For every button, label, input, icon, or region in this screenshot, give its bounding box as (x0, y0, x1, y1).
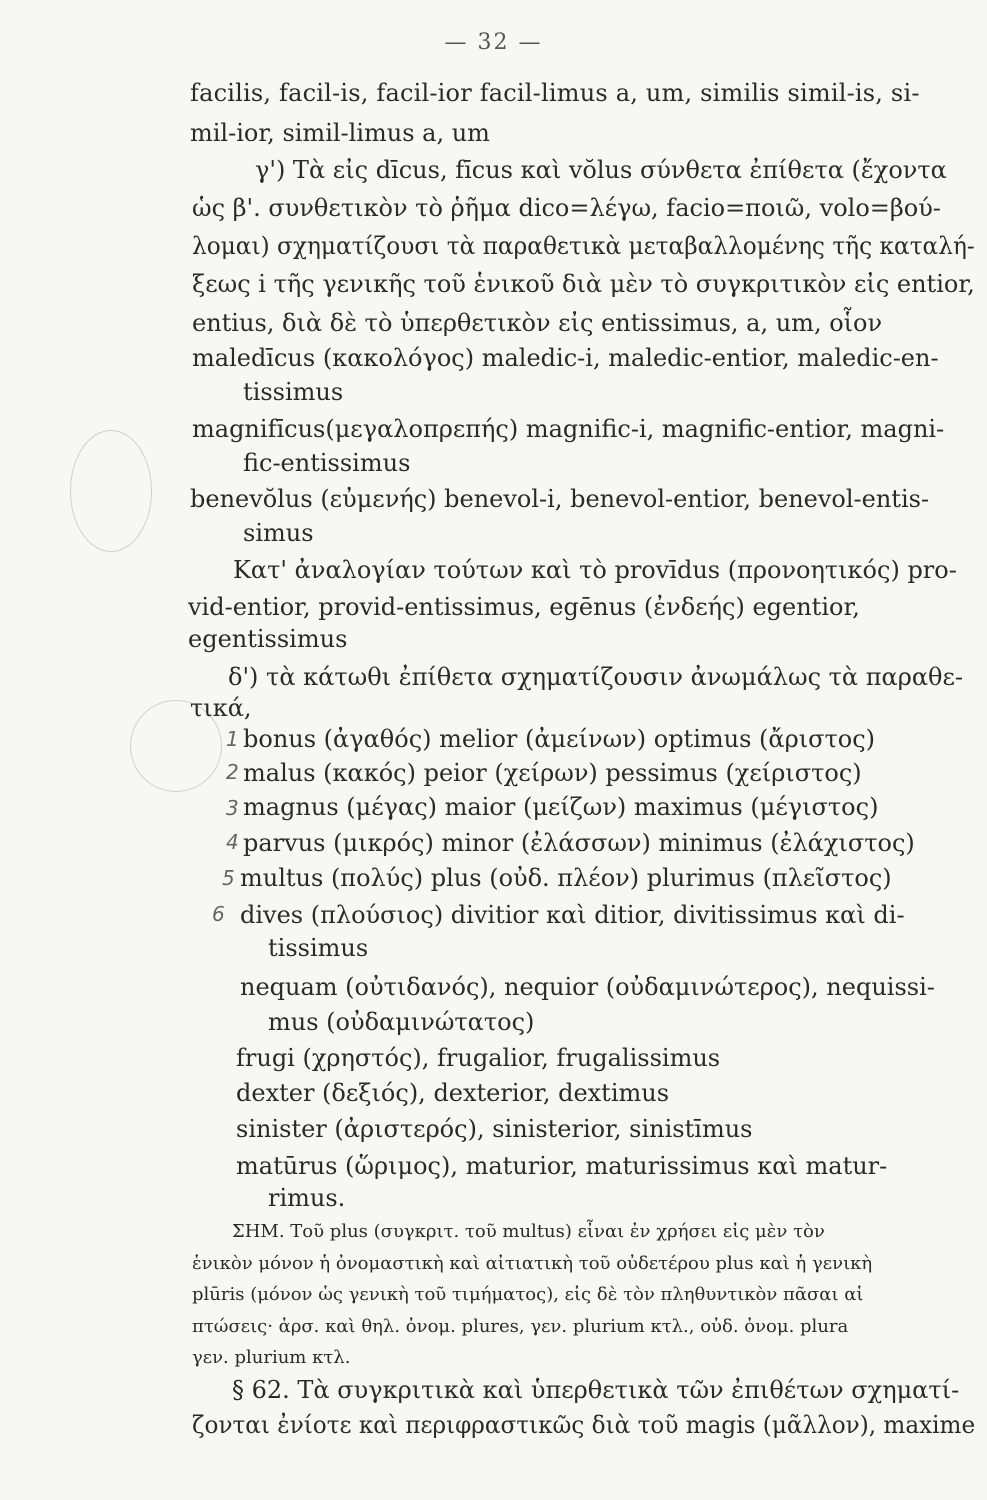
text-line: malus (κακός) peior (χείρων) pessimus (χείριστος) (243, 759, 862, 787)
text-line: ξεως i τῆς γενικῆς τοῦ ἑνικοῦ διὰ μὲν τὸ συγκριτικὸν εἰς entior, (192, 270, 975, 298)
margin-number: 4 (226, 830, 239, 854)
text-line: magnus (μέγας) maior (μείζων) maximus (μέγιστος) (243, 793, 879, 821)
text-line: frugi (χρηστός), frugalior, frugalissimus (236, 1044, 721, 1072)
note-line: ΣΗΜ. Τοῦ plus (συγκριτ. τοῦ multus) εἶναι ἐν χρήσει εἰς μὲν τὸν (232, 1221, 825, 1242)
text-line: γ') Τὰ εἰς dīcus, fīcus καὶ vŏlus σύνθετα ἐπίθετα (ἔχοντα (255, 156, 947, 184)
text-line: dexter (δεξιός), dexterior, dextimus (236, 1079, 670, 1107)
text-line: λομαι) σχηματίζουσι τὰ παραθετικὰ μεταβαλλομένης τῆς καταλή- (192, 232, 975, 260)
text-line: matūrus (ὥριμος), maturior, maturissimus καὶ matur- (236, 1152, 888, 1180)
margin-number: 6 (212, 902, 225, 926)
margin-number: 2 (226, 760, 239, 784)
text-line: benevŏlus (εὐμενής) benevol-i, benevol-entior, benevol-entis- (190, 485, 930, 513)
section-line: ζονται ἐνίοτε καὶ περιφραστικῶς διὰ τοῦ magis (μᾶλλον), maxime (192, 1411, 976, 1439)
text-line: τικά, (190, 694, 252, 722)
text-line: dives (πλούσιος) divitior καὶ ditior, divitissimus καὶ di- (240, 901, 905, 929)
text-line: tissimus (268, 934, 369, 962)
text-line: ὡς β'. συνθετικὸν τὸ ῥῆμα dico=λέγω, facio=ποιῶ, volo=βού- (192, 194, 941, 222)
text-line: bonus (ἀγαθός) melior (ἀμείνων) optimus (ἄριστος) (243, 725, 876, 753)
text-line: parvus (μικρός) minor (ἐλάσσων) minimus (ἐλάχιστος) (243, 829, 915, 857)
note-line: plūris (μόνον ὡς γενικὴ τοῦ τιμήματος), εἰς δὲ τὸν πληθυντικὸν πᾶσαι αἱ (192, 1284, 864, 1305)
text-line: simus (243, 519, 314, 547)
page-number: — 32 — (444, 30, 543, 55)
note-line: ἑνικὸν μόνον ἡ ὀνομαστικὴ καὶ αἰτιατικὴ τοῦ οὐδετέρου plus καὶ ἡ γενικὴ (192, 1253, 873, 1274)
text-line: multus (πολύς) plus (οὐδ. πλέον) plurimus (πλεῖστος) (240, 864, 892, 892)
text-line: tissimus (243, 378, 344, 406)
text-line: Κατ' ἀναλογίαν τούτων καὶ τὸ provīdus (προνοητικός) pro- (233, 556, 957, 584)
text-line: mil-ior, simil-limus a, um (190, 119, 490, 147)
text-line: fic-entissimus (243, 449, 411, 477)
text-line: entius, διὰ δὲ τὸ ὑπερθετικὸν εἰς entissimus, a, um, οἷον (192, 309, 883, 337)
text-line: nequam (οὐτιδανός), nequior (οὐδαμινώτερος), nequissi- (240, 973, 935, 1001)
note-line: πτώσεις· ἀρσ. καὶ θηλ. ὀνομ. plures, γεν. plurium κτλ., οὐδ. ὀνομ. plura (192, 1316, 849, 1337)
text-line: mus (οὐδαμινώτατος) (268, 1008, 535, 1036)
margin-number: 1 (226, 727, 239, 751)
text-line: maledīcus (κακολόγος) maledic-i, maledic-entior, maledic-en- (192, 344, 939, 372)
text-line: vid-entior, provid-entissimus, egēnus (ἐνδεής) egentior, (188, 593, 860, 621)
text-line: δ') τὰ κάτωθι ἐπίθετα σχηματίζουσιν ἀνωμάλως τὰ παραθε- (228, 663, 964, 691)
text-line: rimus. (268, 1184, 346, 1212)
text-line: facilis, facil-is, facil-ior facil-limus a, um, similis simil-is, si- (190, 79, 920, 107)
margin-number: 3 (226, 796, 239, 820)
section-line: § 62. Τὰ συγκριτικὰ καὶ ὑπερθετικὰ τῶν ἐπιθέτων σχηματί- (232, 1376, 960, 1404)
text-line: sinister (ἀριστερός), sinisterior, sinistīmus (236, 1115, 753, 1143)
text-line: egentissimus (188, 625, 348, 653)
note-line: γεν. plurium κτλ. (192, 1347, 351, 1368)
margin-number: 5 (222, 866, 235, 890)
pencil-circle-mark (70, 430, 152, 552)
text-line: magnifīcus(μεγαλοπρεπής) magnific-i, magnific-entior, magni- (192, 415, 945, 443)
